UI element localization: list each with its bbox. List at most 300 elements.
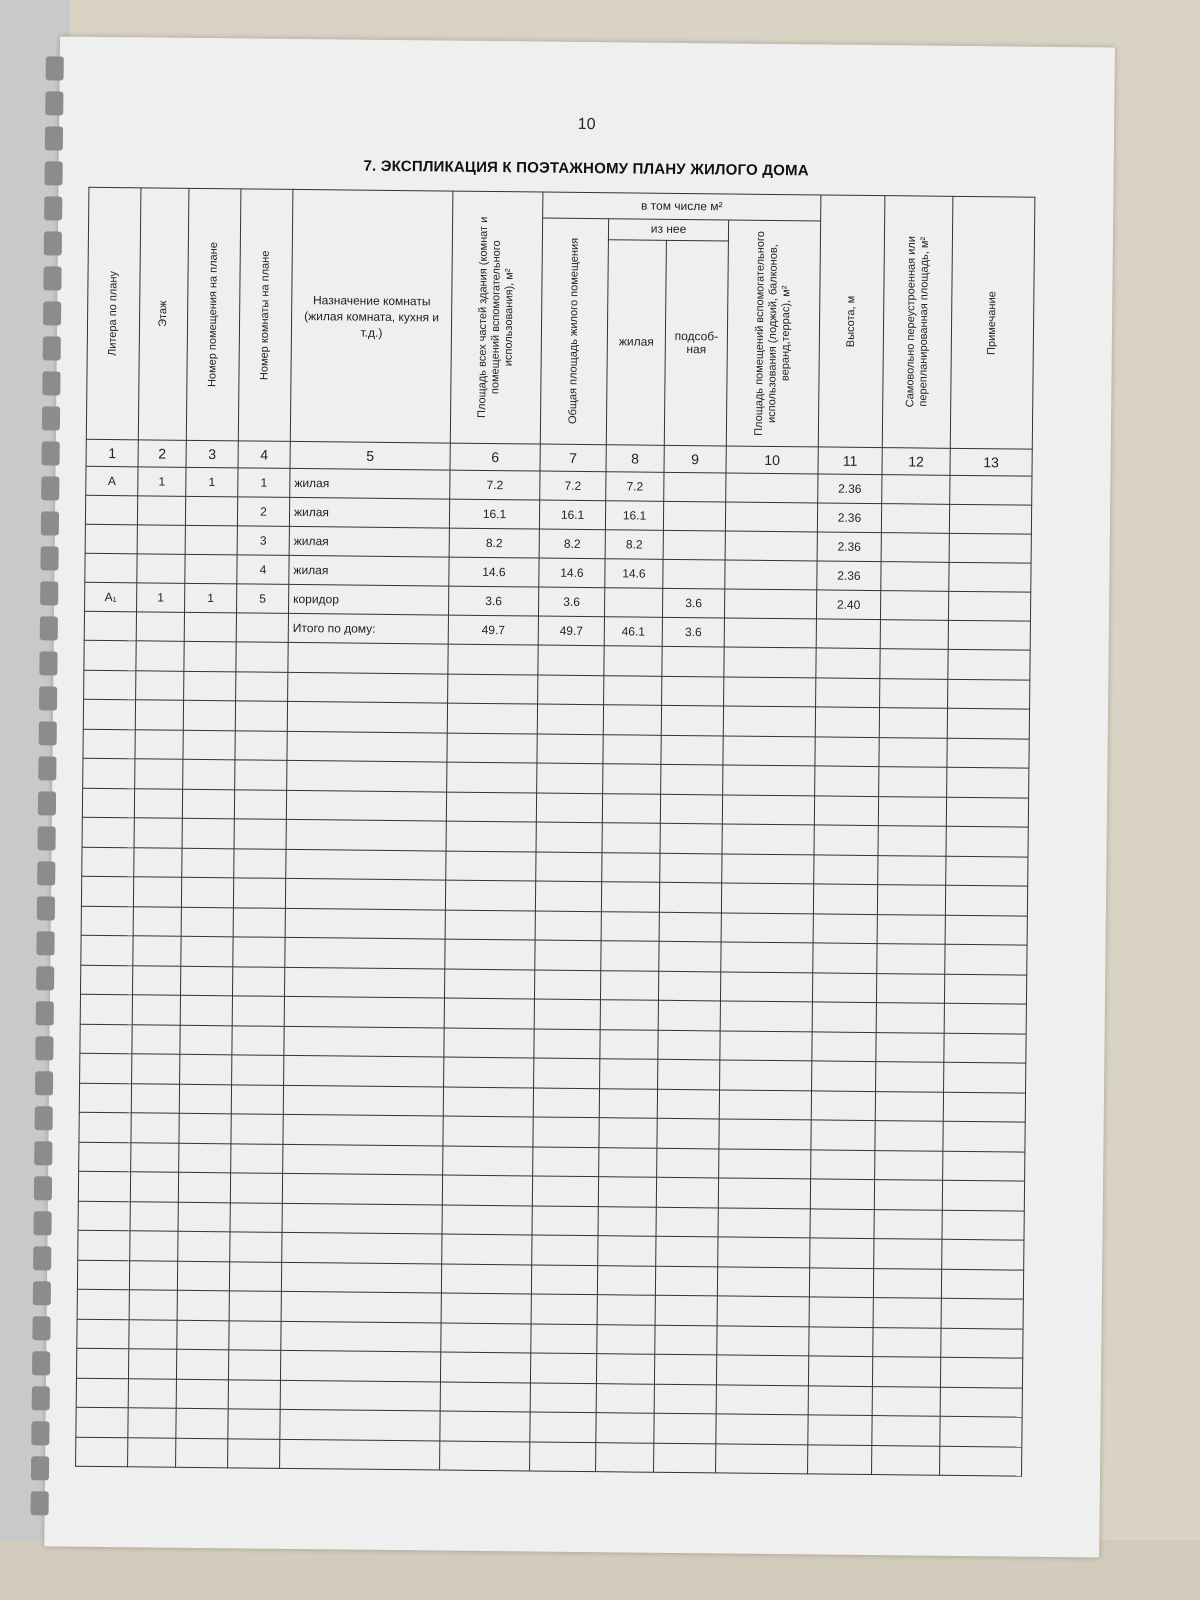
empty-cell [947,767,1029,797]
empty-cell [813,943,877,973]
empty-cell [660,853,722,883]
empty-cell [76,1378,128,1408]
empty-cell [132,1024,180,1054]
empty-cell [445,939,535,969]
empty-cell [444,998,534,1028]
binding-ring [31,1491,49,1515]
empty-cell [604,646,662,676]
empty-cell [229,1291,281,1321]
empty-cell [720,1001,812,1031]
cell-litera [85,553,137,583]
empty-cell [78,1230,130,1260]
empty-cell [441,1293,531,1323]
empty-cell [719,1089,811,1119]
empty-cell [231,1143,283,1173]
empty-cell [944,1033,1026,1063]
empty-cell [133,936,181,966]
empty-cell [530,1412,596,1442]
cell-purpose: Итого по дому: [288,613,448,644]
cell-total-area: 14.6 [449,557,539,587]
empty-cell [602,852,660,882]
cell-living-total: 14.6 [539,558,605,588]
empty-cell [658,1059,720,1089]
empty-cell [874,1180,942,1210]
cell-aux-area [724,618,816,648]
empty-cell [177,1320,229,1350]
empty-cell [128,1408,176,1438]
column-number: 6 [450,443,540,471]
cell-total-area: 7.2 [450,470,540,500]
empty-cell [811,1149,875,1179]
empty-cell [942,1210,1024,1240]
binding-ring [42,441,60,465]
empty-cell [446,851,536,881]
empty-cell [945,944,1027,974]
empty-cell [234,848,286,878]
document-page [44,36,1115,1557]
empty-cell [874,1209,942,1239]
cell-floor [136,612,184,642]
empty-cell [128,1378,176,1408]
empty-cell [719,1119,811,1149]
empty-cell [440,1441,530,1471]
empty-cell [596,1413,654,1443]
empty-cell [597,1324,655,1354]
empty-cell [441,1323,531,1353]
empty-cell [600,1000,658,1030]
empty-cell [444,969,534,999]
empty-cell [810,1179,874,1209]
empty-cell [604,675,662,705]
empty-cell [721,942,813,972]
column-number: 3 [186,440,238,468]
empty-cell [603,734,661,764]
empty-cell [134,818,182,848]
empty-cell [940,1416,1022,1446]
empty-cell [880,678,948,708]
empty-cell [716,1355,808,1385]
empty-cell [808,1385,872,1415]
empty-cell [875,1091,943,1121]
empty-cell [178,1231,230,1261]
empty-cell [230,1202,282,1232]
empty-cell [716,1384,808,1414]
cell-room: 4 [237,555,289,585]
empty-cell [723,765,815,795]
empty-cell [178,1202,230,1232]
empty-cell [285,908,445,939]
empty-cell [815,707,879,737]
empty-cell [876,1003,944,1033]
empty-cell [597,1295,655,1325]
empty-cell [179,1084,231,1114]
cell-replanned [880,620,948,650]
empty-cell [280,1439,440,1470]
empty-cell [129,1319,177,1349]
empty-cell [814,795,878,825]
empty-cell [944,1062,1026,1092]
empty-cell [448,674,538,704]
empty-cell [230,1173,282,1203]
header-replanned-area: Самовольно переустроенная или перепланированная площадь, м² [882,196,953,449]
column-number: 10 [726,446,818,474]
empty-cell [600,1029,658,1059]
empty-cell [531,1264,597,1294]
empty-cell [181,877,233,907]
empty-cell [288,642,448,673]
binding-ring [38,826,56,850]
empty-cell [816,648,880,678]
empty-cell [133,906,181,936]
binding-ring [38,756,56,780]
binding-ring [32,1351,50,1375]
empty-cell [717,1325,809,1355]
empty-cell [813,884,877,914]
empty-cell [83,729,135,759]
cell-living: 46.1 [604,617,662,647]
column-number: 7 [540,444,606,472]
column-number: 2 [138,440,186,468]
empty-cell [810,1208,874,1238]
header-living-total-area: Общая площадь жилого помещения [540,218,608,445]
empty-cell [815,736,879,766]
empty-cell [440,1382,530,1412]
cell-total-area: 16.1 [449,499,539,529]
binding-ring [33,1211,51,1235]
cell-living: 8.2 [605,530,663,560]
cell-litera: А₁ [85,582,137,612]
empty-cell [80,994,132,1024]
empty-cell [656,1236,718,1266]
empty-cell [596,1442,654,1472]
cell-replanned [880,591,948,621]
cell-utility [663,530,725,560]
header-room-purpose: Назначение комнаты (жилая комната, кухня и т.д.) [290,189,453,443]
cell-premise: 1 [186,467,238,497]
binding-ring [31,1456,49,1480]
cell-litera [84,611,136,641]
empty-cell [880,649,948,679]
cell-replanned [882,475,950,505]
empty-cell [284,996,444,1027]
empty-cell [720,971,812,1001]
empty-cell [440,1411,530,1441]
binding-ring [33,1246,51,1270]
empty-cell [280,1380,440,1411]
empty-cell [717,1266,809,1296]
empty-cell [948,649,1030,679]
empty-cell [659,912,721,942]
empty-cell [599,1118,657,1148]
empty-cell [447,733,537,763]
empty-cell [535,881,601,911]
empty-cell [661,705,723,735]
empty-cell [721,883,813,913]
cell-litera: А [86,466,138,496]
empty-cell [176,1349,228,1379]
empty-cell [601,941,659,971]
empty-cell [285,937,445,968]
empty-cell [598,1177,656,1207]
empty-cell [600,970,658,1000]
page-number: 10 [577,115,596,134]
empty-cell [128,1437,176,1467]
empty-cell [77,1289,129,1319]
empty-cell [535,940,601,970]
empty-cell [287,760,447,791]
empty-cell [132,1054,180,1084]
empty-cell [812,972,876,1002]
empty-cell [941,1328,1023,1358]
empty-cell [662,676,724,706]
empty-cell [877,914,945,944]
empty-cell [287,701,447,732]
empty-cell [441,1264,531,1294]
empty-cell [658,971,720,1001]
header-note: Примечание [950,196,1035,449]
empty-cell [280,1350,440,1381]
empty-cell [661,735,723,765]
cell-litera [85,495,137,525]
empty-cell [660,794,722,824]
empty-cell [717,1296,809,1326]
empty-cell [133,877,181,907]
empty-cell [183,700,235,730]
empty-cell [180,1025,232,1055]
empty-cell [283,1114,443,1145]
empty-cell [233,878,285,908]
empty-cell [284,1055,444,1086]
column-number: 13 [950,448,1032,476]
binding-ring [41,511,59,535]
empty-cell [530,1441,596,1471]
cell-aux-area [726,473,818,503]
binding-ring [46,56,64,80]
empty-cell [81,935,133,965]
empty-cell [78,1171,130,1201]
empty-cell [875,1121,943,1151]
empty-cell [872,1386,940,1416]
header-auxiliary-area: Площадь помещений вспомогательного использования (лоджий, балконов, веранд,террас), м² [726,220,820,447]
empty-cell [661,764,723,794]
empty-cell [282,1203,442,1234]
cell-living-total: 16.1 [539,500,605,530]
empty-cell [596,1383,654,1413]
empty-cell [178,1172,230,1202]
empty-cell [655,1266,717,1296]
empty-cell [533,1146,599,1176]
empty-cell [598,1206,656,1236]
cell-living [604,588,662,618]
empty-cell [872,1357,940,1387]
empty-cell [235,760,287,790]
empty-cell [82,788,134,818]
empty-cell [534,1028,600,1058]
empty-cell [812,1061,876,1091]
cell-living: 16.1 [605,501,663,531]
binding-ring [37,896,55,920]
empty-cell [80,1053,132,1083]
empty-cell [287,731,447,762]
cell-floor: 1 [138,467,186,497]
cell-living-total: 7.2 [540,471,606,501]
cell-premise [185,525,237,555]
empty-cell [447,762,537,792]
column-number: 1 [86,439,138,467]
cell-purpose: жилая [289,555,449,586]
empty-cell [281,1262,441,1293]
empty-cell [183,759,235,789]
empty-cell [229,1261,281,1291]
empty-cell [81,906,133,936]
empty-cell [183,730,235,760]
empty-cell [286,819,446,850]
empty-cell [942,1239,1024,1269]
empty-cell [722,824,814,854]
cell-room: 2 [237,497,289,527]
empty-cell [446,792,536,822]
header-total-area: Площадь всех частей здания (комнат и помещений вспомогательного использования), м² [450,191,543,444]
empty-cell [809,1326,873,1356]
binding-ring [39,651,57,675]
empty-cell [180,966,232,996]
empty-cell [532,1205,598,1235]
empty-cell [228,1438,280,1468]
cell-premise [184,612,236,642]
header-litera: Литера по плану [86,187,141,440]
empty-cell [599,1088,657,1118]
empty-cell [940,1387,1022,1417]
empty-cell [945,885,1027,915]
empty-cell [723,706,815,736]
cell-total-area: 3.6 [448,586,538,616]
empty-cell [283,1144,443,1175]
column-number: 11 [818,447,882,475]
empty-cell [815,766,879,796]
empty-cell [872,1416,940,1446]
empty-cell [662,646,724,676]
empty-cell [816,677,880,707]
empty-cell [533,1117,599,1147]
empty-cell [236,671,288,701]
empty-cell [944,974,1026,1004]
binding-ring [40,581,58,605]
empty-cell [135,759,183,789]
empty-cell [538,675,604,705]
empty-cell [132,995,180,1025]
empty-cell [281,1321,441,1352]
header-group-including: в том числе м² [543,192,821,221]
empty-cell [82,847,134,877]
empty-cell [873,1327,941,1357]
empty-cell [656,1177,718,1207]
cell-height: 2.36 [817,532,881,562]
empty-cell [129,1260,177,1290]
empty-cell [876,1062,944,1092]
empty-cell [77,1260,129,1290]
empty-cell [443,1087,533,1117]
empty-cell [534,1058,600,1088]
empty-cell [948,679,1030,709]
empty-cell [600,1059,658,1089]
empty-cell [724,647,816,677]
binding-ring [45,126,63,150]
header-room-number: Номер комнаты на плане [238,189,293,442]
empty-cell [135,700,183,730]
empty-cell [180,995,232,1025]
empty-cell [812,1031,876,1061]
empty-cell [719,1148,811,1178]
cell-premise: 1 [185,583,237,613]
header-subgroup-of-which: из нее [608,219,728,241]
cell-utility: 3.6 [662,588,724,618]
empty-cell [228,1409,280,1439]
cell-living-total: 8.2 [539,529,605,559]
empty-cell [534,969,600,999]
empty-cell [720,1030,812,1060]
empty-cell [943,1151,1025,1181]
empty-cell [286,849,446,880]
empty-cell [131,1083,179,1113]
empty-cell [657,1089,719,1119]
empty-cell [282,1173,442,1204]
header-utility: подсоб-ная [664,240,728,446]
empty-cell [943,1121,1025,1151]
empty-cell [878,826,946,856]
cell-aux-area [725,531,817,561]
empty-cell [534,999,600,1029]
empty-cell [537,704,603,734]
empty-cell [79,1083,131,1113]
empty-cell [80,1024,132,1054]
cell-utility [664,472,726,502]
empty-cell [873,1298,941,1328]
empty-cell [874,1239,942,1269]
binding-ring [42,406,60,430]
empty-cell [724,676,816,706]
empty-cell [602,823,660,853]
empty-cell [182,789,234,819]
binding-ring [44,231,62,255]
empty-cell [442,1234,532,1264]
cell-room: 5 [237,584,289,614]
cell-room: 3 [237,526,289,556]
empty-cell [182,848,234,878]
empty-cell [84,640,136,670]
empty-cell [602,793,660,823]
empty-cell [235,701,287,731]
empty-cell [718,1178,810,1208]
empty-cell [76,1348,128,1378]
empty-cell [81,876,133,906]
empty-cell [536,793,602,823]
empty-cell [444,1057,534,1087]
cell-aux-area [724,589,816,619]
binding-ring [31,1421,49,1445]
empty-cell [444,1028,534,1058]
empty-cell [531,1294,597,1324]
empty-cell [136,641,184,671]
cell-note [949,533,1031,563]
empty-cell [654,1354,716,1384]
empty-cell [447,703,537,733]
empty-cell [232,1025,284,1055]
empty-cell [130,1201,178,1231]
empty-cell [179,1113,231,1143]
binding-ring [40,546,58,570]
cell-total-area: 49.7 [448,615,538,645]
empty-cell [654,1384,716,1414]
